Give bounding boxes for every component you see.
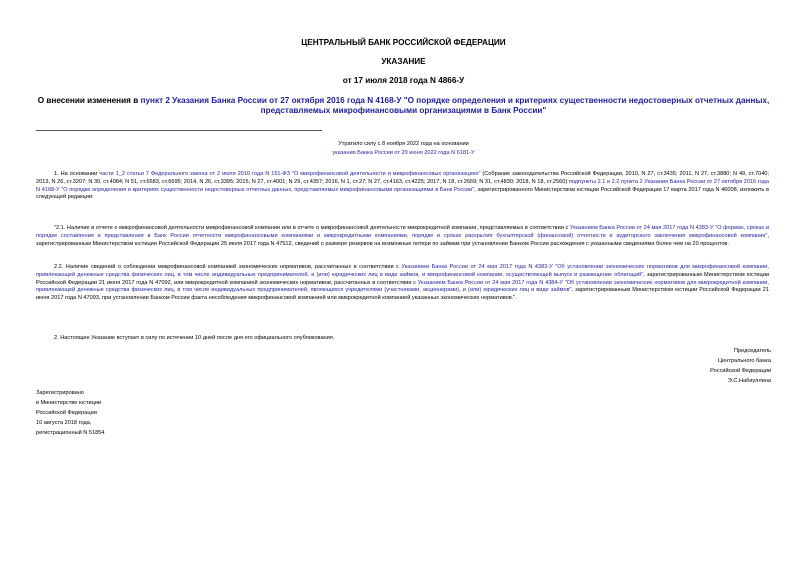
registration-line: в Министерстве юстиции	[36, 400, 102, 406]
signature-line: Российской Федерации	[710, 368, 771, 374]
para1-text: 1. На основании	[54, 171, 100, 177]
paragraph-2-1	[36, 225, 769, 248]
signature-line: Председатель	[733, 348, 771, 354]
org-name: ЦЕНТРАЛЬНЫЙ БАНК РОССИЙСКОЙ ФЕДЕРАЦИИ	[301, 38, 506, 47]
paragraph-final	[36, 335, 769, 343]
para22-text: 2.2. Наличие сведений о соблюдении микрофинансовой компанией экономических нормативов, рассчитанных в соответствии с	[54, 264, 402, 270]
status-link[interactable]: указания Банка России от 29 июня 2022 года N 6181-У	[332, 150, 475, 156]
para21-text: "2.1. Наличие в отчете о микрофинансовой деятельности микрофинансовой компании или в отчете о микрофинансовой деятельности микрокредитной компании, представляемых в соответствии с	[54, 225, 570, 231]
registration-line: Зарегистрировано	[36, 390, 84, 396]
para1-text: , зарегистрированного Министерством юстиции Российской Федерации 17 марта 2017 года N 46008, изложить в следующей редакции:	[36, 186, 769, 201]
registration-block	[36, 388, 104, 438]
signature-line: Центрального банка	[717, 358, 771, 364]
status-note	[0, 140, 807, 158]
registration-number: регистрационный N 51854	[36, 430, 105, 436]
para2-text: 2. Настоящее Указание вступает в силу по истечении 10 дней после дня его официального опубликования.	[54, 335, 335, 341]
signature-block	[710, 346, 771, 386]
separator-line	[36, 130, 322, 131]
signature-name: Э.С.Набиуллина	[727, 378, 771, 384]
link-4384[interactable]: Указанием Банка России от 24 мая 2017 года N 4384-У "Об установлении экономических нормативов для микрокредитной компании, привлекающей денежные средства физических лиц, в том числе индивидуальных предпринимателей, являющихся учредителями (участниками, акционерами), и (или) юридических лиц в виде займов"	[36, 279, 769, 294]
para21-text: , зарегистрированным Министерством юстиции Российской Федерации 25 июля 2017 года N 47512, сведений о размере резервов на возможные потери по займам при установлении Банком России расхождения с указанными сведениями более чем на 20 процентов.	[36, 232, 769, 247]
link-4382[interactable]: Указанием Банка России от 24 мая 2017 года N 4382-У "Об установлении экономических нормативов для микрофинансовой компании, привлекающей денежные средства физических лиц, в том числе индивидуальных предпринимателей, и (или) юридических лиц в виде займов, и микрофинансовой компании, осуществляющей выпуск и размещение облигаций"	[36, 264, 769, 278]
document-type: УКАЗАНИЕ	[381, 57, 426, 66]
title-link[interactable]: пункт 2 Указания Банка России от 27 октября 2016 года N 4168-У "О порядке определения и критериях существенности недостоверных отчетных данных, представляемых микрофинансовыми организациями в Банк России"	[140, 96, 770, 115]
document-date: от 17 июля 2018 года N 4866-У	[342, 76, 465, 85]
title-prefix: О внесении изменения в	[37, 96, 141, 105]
registration-line: 10 августа 2018 года,	[36, 420, 92, 426]
link-law-151[interactable]: части 1_2 статьи 7 Федерального закона от 2 июля 2010 года N 151-ФЗ "О микрофинансовой деятельности и микрофинансовых организациях"	[99, 171, 481, 177]
paragraph-2-2	[36, 264, 769, 303]
status-line: Утратило силу с 8 ноября 2022 года на основании	[338, 141, 469, 147]
link-4383[interactable]: Указанием Банка России от 24 мая 2017 года N 4383-У "О формах, сроках и порядке составления и представления в Банк России отчетности микрофинансовыми компаниями и микрокредитными компаниями, порядке и сроках раскрытия бухгалтерской (финансовой) отчетности и аудиторского заключения микрофинансовой компании"	[36, 225, 770, 239]
paragraph-1	[36, 171, 769, 202]
para22-text: , зарегистрированным Министерством юстиции Российской Федерации 21 июня 2017 года N 47092, или микрокредитной компанией экономических нормативов, рассчитанных в соответствии с	[36, 271, 769, 286]
link-4168[interactable]: подпункты 2.1 и 2.2 пункта 2 Указания Банка России от 27 октября 2016 года N 4168-У "О порядке определения и критериях существенности недостоверных отчетных данных, представляемых микрофинансовыми организациями в Банк России"	[36, 178, 770, 193]
para1-text: (Собрание законодательства Российской Федерации, 2010, N 27, ст.3435; 2011, N 27, ст.3880; N 49, ст.7040; 2013, N 26, ст.3207; N 30, ст.4084; N 51, ст.6683, ст.6695; 2014, N 26, ст.3395; 2015, N 27, ст.4001; N 29, ст.4357; 2016, N 1, ст.27; N 27, ст.4163, ст.4225; 2017, N 18, ст.2669; N 31, ст.4830; 2018, N 18, ст.2560)	[36, 171, 769, 185]
document-title	[0, 96, 807, 116]
registration-line: Российской Федерации	[36, 410, 97, 416]
para22-text: , зарегистрированным Министерством юстиции Российской Федерации 21 июня 2017 года N 47093, при установлении Банком России факта несоблюдения микрофинансовой компанией или микрокредитной компанией указанных экономических нормативов.".	[36, 287, 769, 302]
